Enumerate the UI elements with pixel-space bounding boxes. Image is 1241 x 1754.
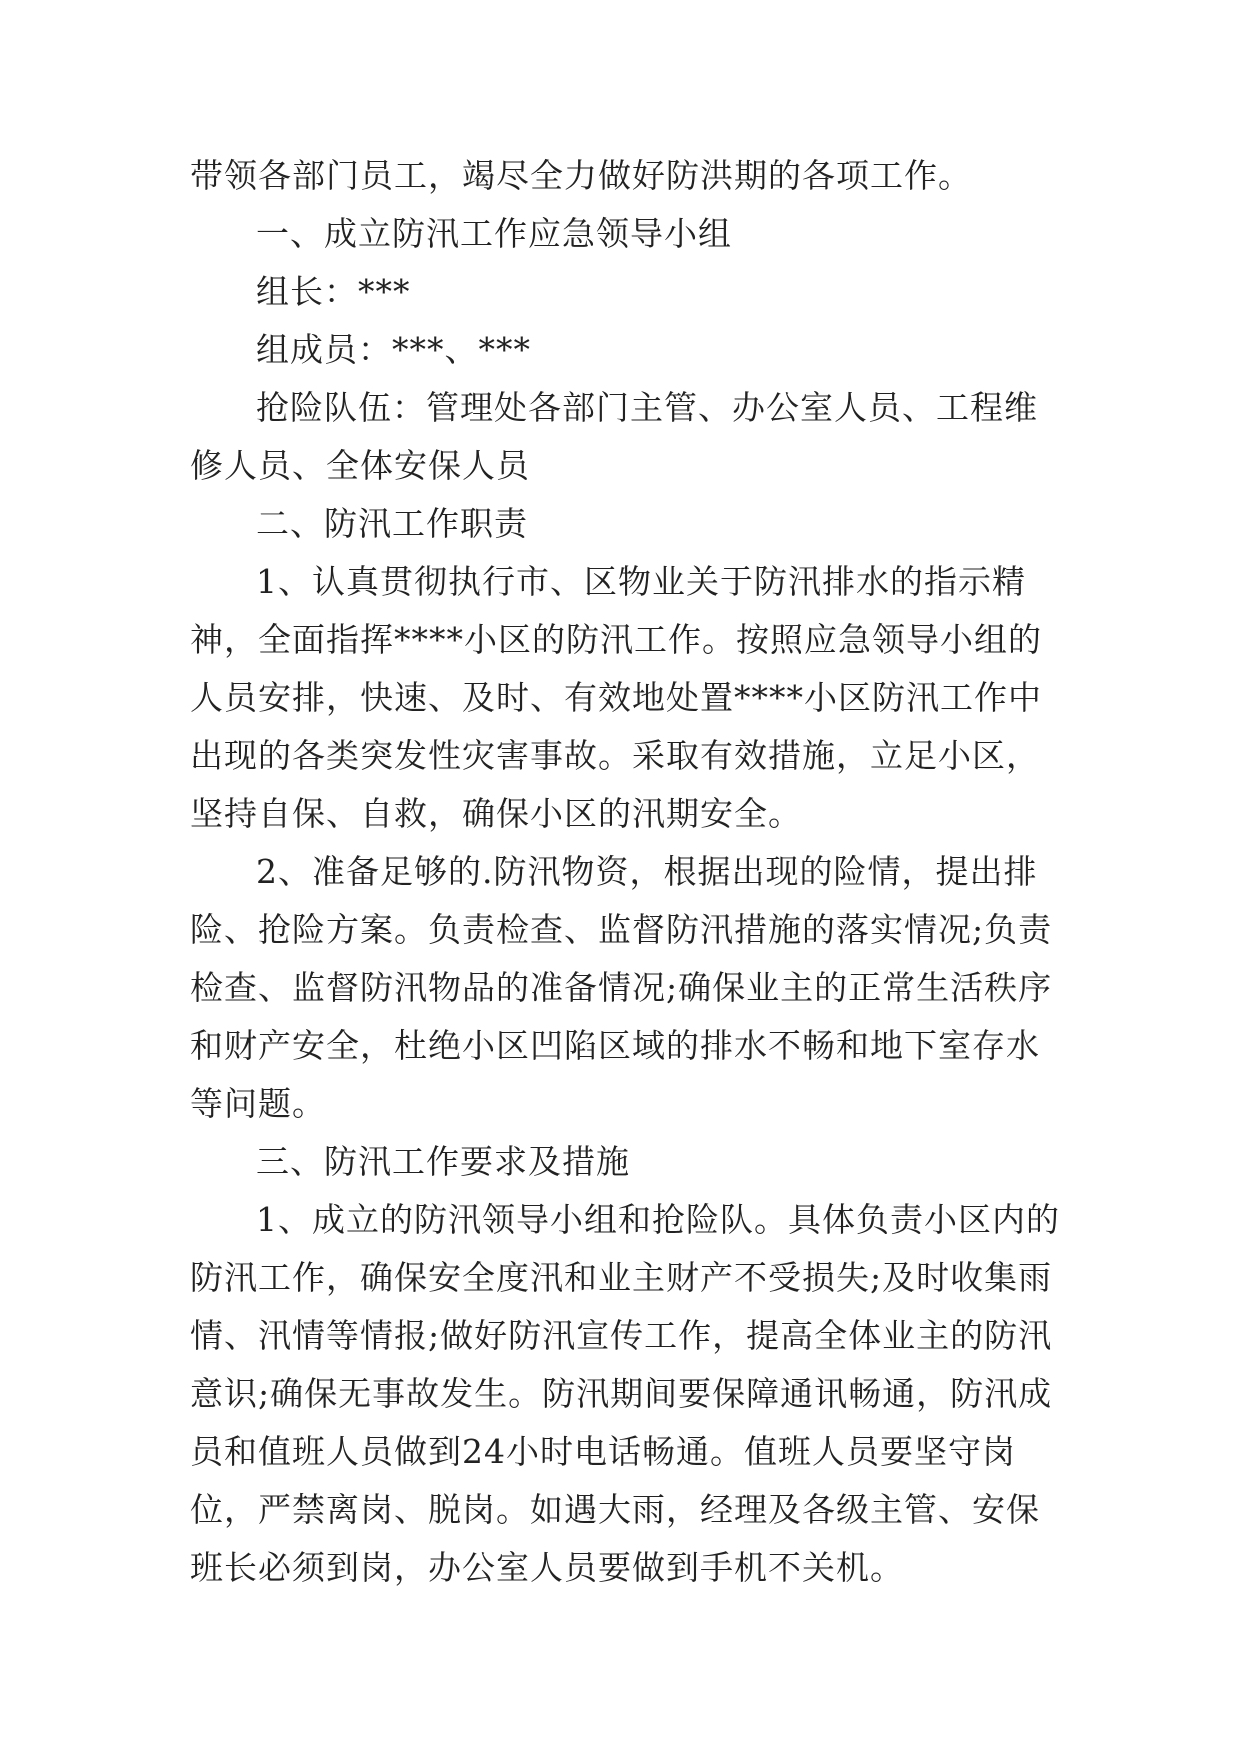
group-leader-line: 组长：***: [256, 272, 411, 311]
group-members-line: 组成员：***、***: [256, 330, 531, 369]
duty-paragraph-2: 2、准备足够的.防汛物资，根据出现的险情，提出排险、抢险方案。负责检查、监督防汛措施的落实情况;负责检查、监督防汛物品的准备情况;确保业主的正常生活秩序和财产安全，杜绝小区凹陷区域的排水不畅和地下室存水等问题。: [190, 852, 1053, 1123]
requirements-paragraph-1: 1、成立的防汛领导小组和抢险队。具体负责小区内的防汛工作，确保安全度汛和业主财产不受损失;及时收集雨情、汛情等情报;做好防汛宣传工作，提高全体业主的防汛意识;确保无事故发生。防汛期间要保障通讯畅通，防汛成员和值班人员做到24小时电话畅通。值班人员要坚守岗位，严禁离岗、脱岗。如遇大雨，经理及各级主管、安保班长必须到岗，办公室人员要做到手机不关机。: [190, 1200, 1060, 1587]
rescue-team-paragraph: 抢险队伍：管理处各部门主管、办公室人员、工程维修人员、全体安保人员: [190, 388, 1038, 485]
section-heading-3: 三、防汛工作要求及措施: [256, 1142, 630, 1181]
section-heading-1: 一、成立防汛工作应急领导小组: [256, 214, 732, 253]
document-body: [190, 147, 1060, 1597]
section-heading-2: 二、防汛工作职责: [256, 504, 528, 543]
duty-paragraph-1: 1、认真贯彻执行市、区物业关于防汛排水的指示精神，全面指挥****小区的防汛工作。按照应急领导小组的人员安排，快速、及时、有效地处置****小区防汛工作中出现的各类突发性灾害事故。采取有效措施，立足小区，坚持自保、自救，确保小区的汛期安全。: [190, 562, 1042, 833]
paragraph-continuation: 带领各部门员工，竭尽全力做好防洪期的各项工作。: [190, 156, 972, 195]
